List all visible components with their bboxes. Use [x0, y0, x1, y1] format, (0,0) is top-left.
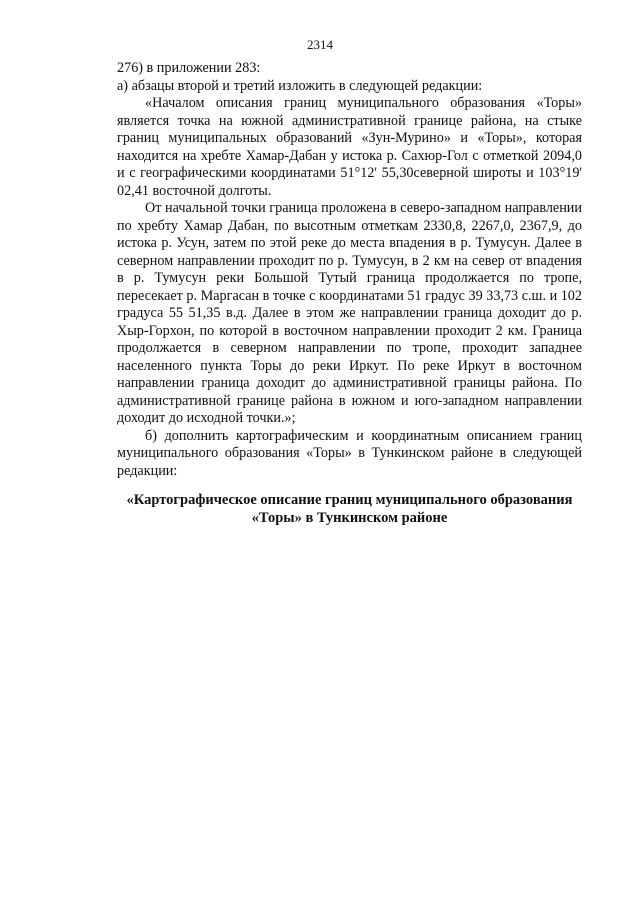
paragraph-subitem-a: а) абзацы второй и третий изложить в следующей редакции:	[117, 77, 483, 94]
paragraph-boundary-route	[117, 200, 582, 428]
page-number: 2314	[307, 37, 333, 52]
section-heading	[117, 491, 582, 527]
paragraph-subitem-b	[117, 428, 582, 481]
section-heading-line-2: «Торы» в Тункинском районе	[251, 510, 448, 526]
paragraph-boundary-start-text: «Началом описания границ муниципального образования «Торы» является точка на южной административной границе района, на стыке границ муниципальных образований «Зун-Мурино» и «Торы», которая находится на хребте Хамар-Дабан у истока р. Сахюр-Гол с отметкой 2094,0 и с географическими координатами 51°12' 55,30северной широты и 103°19' 02,41 восточной долготы.	[117, 95, 582, 199]
paragraph-item-276: 276) в приложении 283:	[117, 60, 261, 76]
document-body	[117, 60, 582, 480]
paragraph-subitem-b-text: б) дополнить картографическим и координатным описанием границ муниципального образования «Торы» в Тункинском районе в следующей редакции:	[117, 427, 582, 479]
paragraph-boundary-start	[117, 95, 582, 200]
section-heading-line-1: «Картографическое описание границ муниципального образования	[126, 492, 573, 508]
paragraph-boundary-route-text: От начальной точки граница проложена в северо-западном направлении по хребту Хамар Дабан, по высотным отметкам 2330,8, 2267,0, 2367,9, до истока р. Усун, затем по этой реке до места впадения в р. Тумусун. Далее в северном направлении проходит по р. Тумусун, в 2 км на север от впадения в р. Тумусун реки Большой Тутый граница продолжается по тропе, пересекает р. Маргасан в точке с координатами 51 градус 39 33,73 с.ш. и 102 градуса 55 51,35 в.д. Далее в этом же направлении граница доходит до р. Хыр-Горхон, по которой в восточном направлении проходит 2 км. Граница продолжается в северном направлении по тропе, проходит западнее населенного пункта Торы до реки Иркут. По реке Иркут в восточном направлении граница доходит до административной границы района. По административной границе района в южном и юго-западном направлении доходит до исходной точки.»;	[117, 200, 582, 426]
